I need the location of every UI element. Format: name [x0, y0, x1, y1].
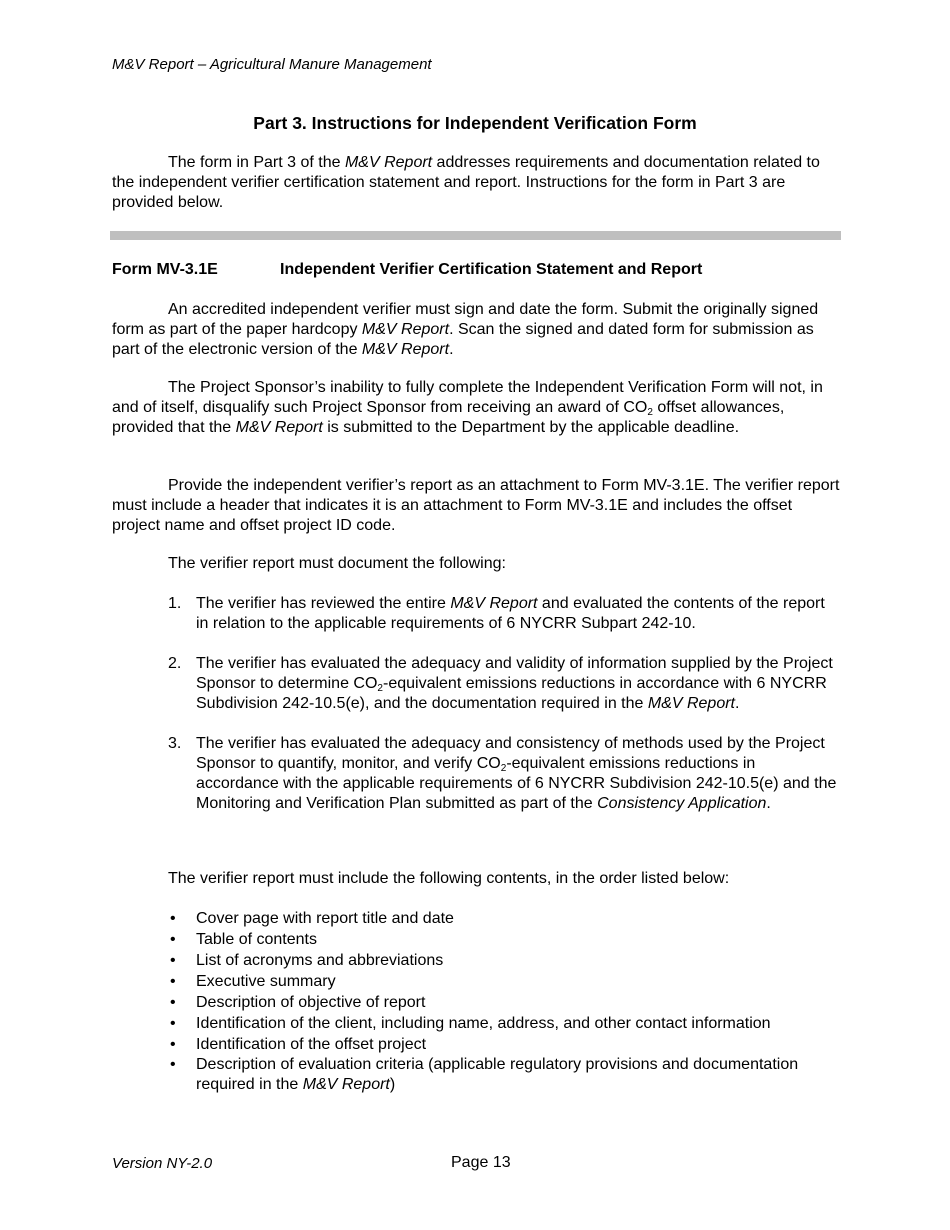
intro-paragraph: The form in Part 3 of the M&V Report addresses requirements and documentation related to the independent verifier certification statement and report. Instructions for the form in Part 3 are provided below. — [112, 154, 820, 211]
form-paragraph-2: The Project Sponsor’s inability to fully complete the Independent Verification Form will not, in and of itself, disqualify such Project Sponsor from receiving an award of $CO_2$ offset allowances, provided that the M&V Report is submitted to the Department by the applicable deadline. — [112, 379, 823, 436]
bullet-icon: • — [170, 952, 176, 969]
list-item: 2. The verifier has evaluated the adequacy and validity of information supplied by the Project Sponsor to determine $CO_2$-equivalent emissions reductions in accordance with 6 NYCRR Subdivision 242-10.5(e), and the documentation required in the M&V Report. — [168, 655, 833, 712]
page-number: Page 13 — [451, 1154, 511, 1171]
list-item: 3. The verifier has evaluated the adequacy and consistency of methods used by the Project Sponsor to quantify, monitor, and verify $CO_2$-equivalent emissions reductions in accordance with the applicable requirements of 6 NYCRR Subdivision 242-10.5(e) and the Monitoring and Verification Plan submitted as part of the Consistency Application. — [168, 735, 837, 812]
list-item: • Description of objective of report — [170, 994, 426, 1011]
form-paragraph-3: Provide the independent verifier’s report as an attachment to Form MV-3.1E. The verifier report must include a header that indicates it is an attachment to Form MV-3.1E and includes the offset project name and offset project ID code. — [112, 477, 840, 534]
form-code: Form MV-3.1E — [112, 261, 218, 278]
bullet-icon: • — [170, 1056, 176, 1073]
running-header: M&V Report – Agricultural Manure Management — [112, 56, 432, 73]
form-heading — [112, 260, 702, 280]
list-item: • Identification of the offset project — [170, 1036, 427, 1053]
contents-lead: The verifier report must include the following contents, in the order listed below: — [168, 870, 730, 887]
list-item: • Description of evaluation criteria (applicable regulatory provisions and documentation required in the M&V Report) — [170, 1056, 799, 1093]
contents-list — [168, 908, 843, 1095]
bullet-icon: • — [170, 910, 176, 927]
part-title: Part 3. Instructions for Independent Verification Form — [253, 113, 697, 133]
bullet-icon: • — [170, 1036, 176, 1053]
list-item: 1. The verifier has reviewed the entire M&V Report and evaluated the contents of the report in relation to the applicable requirements of 6 NYCRR Subpart 242-10. — [168, 595, 825, 632]
bullet-icon: • — [170, 973, 176, 990]
footer-version: Version NY-2.0 — [112, 1155, 213, 1172]
list-item: • Cover page with report title and date — [170, 910, 454, 927]
list-item: • Table of contents — [170, 931, 317, 948]
bullet-icon: • — [170, 994, 176, 1011]
form-title: Independent Verifier Certification Statement and Report — [280, 261, 703, 278]
document-lead: The verifier report must document the following: — [168, 555, 506, 572]
section-divider — [110, 231, 841, 240]
verification-list — [168, 594, 840, 814]
part-intro — [112, 153, 842, 213]
list-item: • Identification of the client, including name, address, and other contact information — [170, 1015, 771, 1032]
bullet-icon: • — [170, 1015, 176, 1032]
form-paragraph-1: An accredited independent verifier must sign and date the form. Submit the originally signed form as part of the paper hardcopy M&V Report. Scan the signed and dated form for submission as part of the electronic version of the M&V Report. — [112, 301, 819, 358]
list-item: • List of acronyms and abbreviations — [170, 952, 444, 969]
list-item: • Executive summary — [170, 973, 336, 990]
bullet-icon: • — [170, 931, 176, 948]
